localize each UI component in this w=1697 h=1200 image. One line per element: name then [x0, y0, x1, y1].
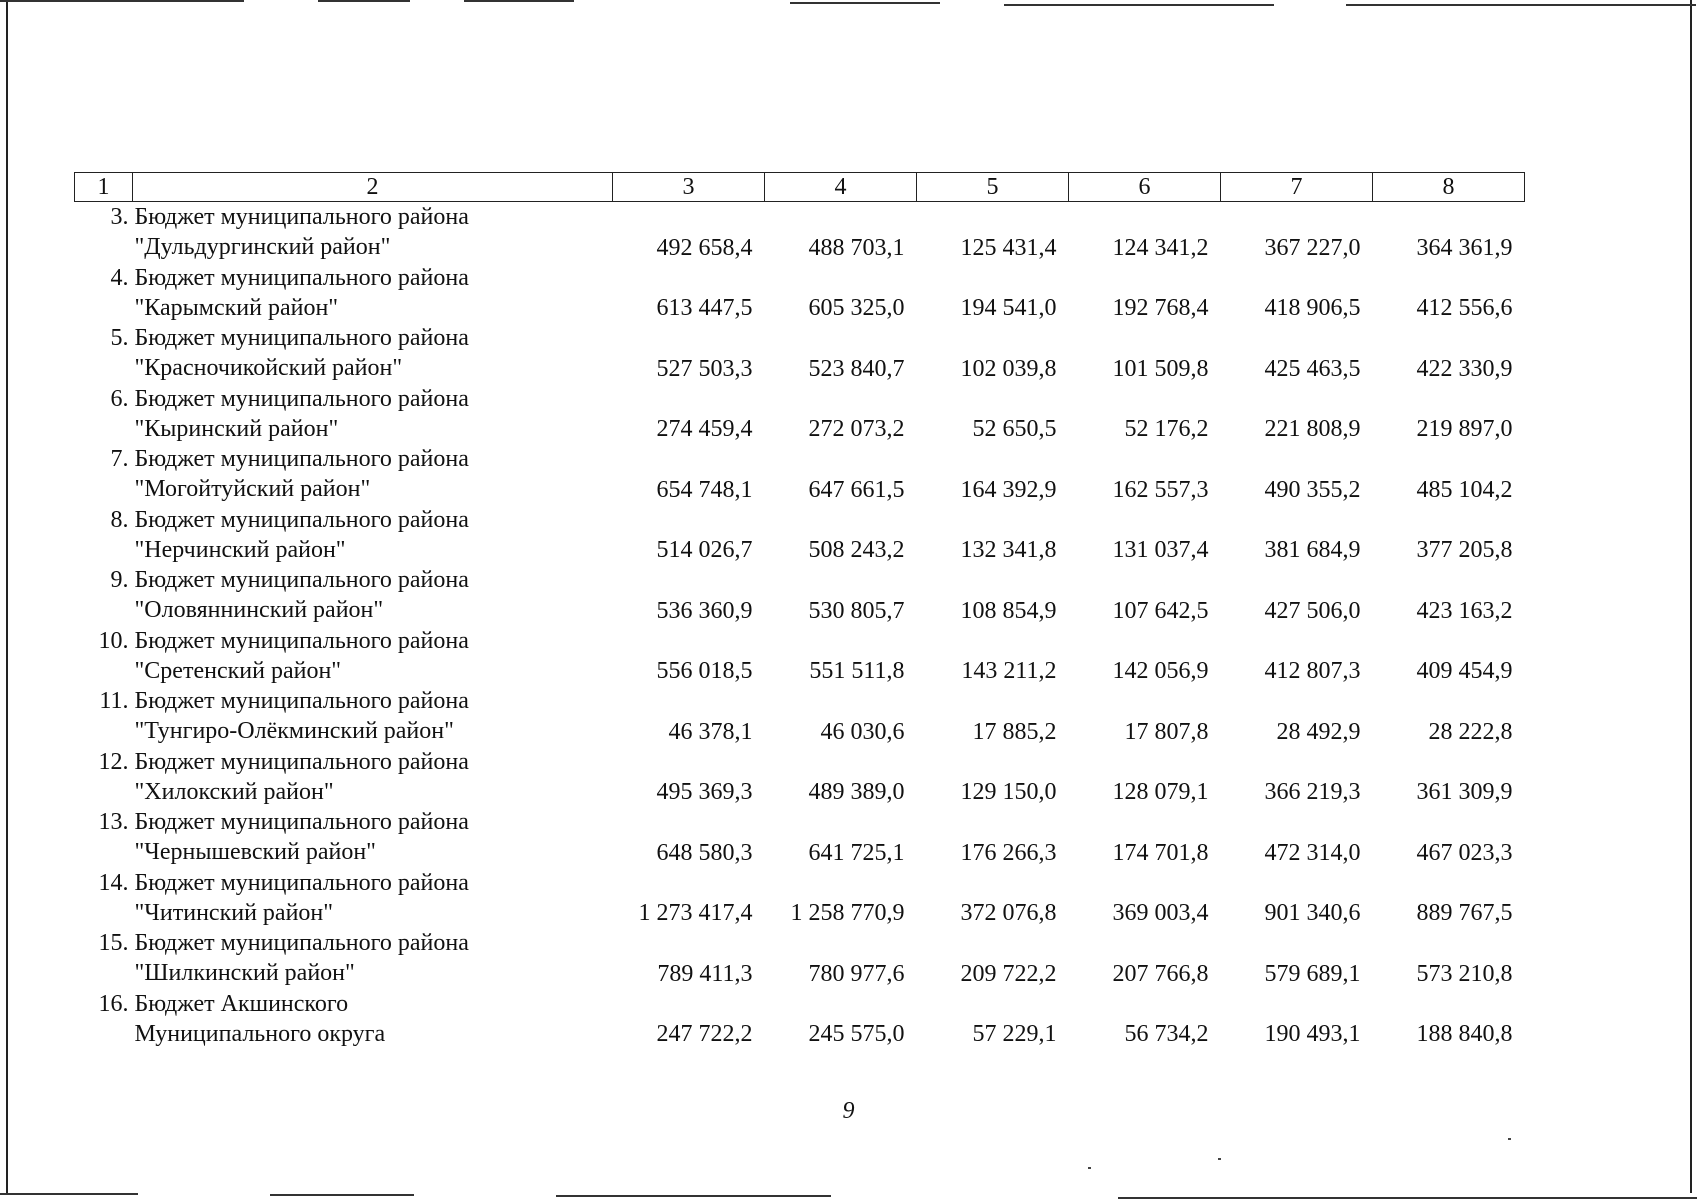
budget-name-line-1: Бюджет муниципального района — [134, 567, 469, 593]
scan-speck — [1508, 1138, 1511, 1140]
budget-name-line-1: Бюджет муниципального района — [134, 446, 469, 472]
value-cell-col-4: 272 073,2 — [808, 416, 905, 442]
budget-name-line-2: Муниципального округа — [134, 1020, 386, 1047]
value-cell-col-3: 648 580,3 — [656, 839, 753, 866]
budget-name-line-2: "Кыринский район" — [134, 415, 339, 442]
budget-name-line-2: "Красночикойский район" — [134, 355, 403, 381]
value-cell-col-6: 52 176,2 — [1124, 416, 1209, 442]
budget-name-line-1: Бюджет муниципального района — [134, 748, 469, 775]
budget-name — [133, 928, 613, 989]
value-cell-col-7: 425 463,5 — [1264, 355, 1361, 382]
budget-name-line-1: Бюджет муниципального района — [134, 688, 469, 714]
budget-name-line-2: "Чернышевский район" — [134, 839, 376, 865]
value-cell-col-7: 221 808,9 — [1264, 416, 1361, 442]
row-number: 16. — [98, 990, 129, 1017]
budget-name — [133, 263, 613, 324]
value-cell-col-6: 142 056,9 — [1112, 658, 1209, 684]
value-cell-col-5: 132 341,8 — [960, 537, 1057, 563]
value-cell-col-5: 143 211,2 — [961, 658, 1057, 684]
row-number: 11. — [99, 688, 129, 714]
scan-edge-line — [790, 2, 940, 4]
budget-name-line-2: "Оловяннинский район" — [134, 597, 384, 623]
value-cell-col-5: 125 431,4 — [960, 234, 1057, 261]
scan-edge-line — [1118, 1197, 1697, 1199]
value-cell-col-6: 128 079,1 — [1112, 779, 1209, 805]
budget-name-line-2: "Нерчинский район" — [134, 536, 346, 563]
value-cell-col-4: 647 661,5 — [808, 476, 905, 503]
table-header — [75, 173, 1525, 202]
table-row — [75, 505, 1525, 566]
value-cell-col-7: 412 807,3 — [1264, 658, 1361, 684]
value-cell-col-4: 523 840,7 — [808, 355, 905, 382]
row-number: 4. — [110, 264, 129, 291]
budget-name-line-1: Бюджет муниципального района — [134, 930, 469, 956]
table-row — [75, 444, 1525, 505]
value-cell-col-8: 377 205,8 — [1416, 537, 1513, 563]
table-body — [75, 202, 1525, 1050]
budget-name — [133, 989, 613, 1050]
table-row — [75, 202, 1525, 263]
budget-name-line-1: Бюджет муниципального района — [134, 385, 469, 412]
scan-edge-line — [0, 0, 244, 2]
value-cell-col-3: 274 459,4 — [656, 416, 753, 442]
value-cell-col-3: 492 658,4 — [656, 234, 753, 261]
value-cell-col-7: 366 219,3 — [1264, 779, 1361, 805]
value-cell-col-5: 129 150,0 — [960, 779, 1057, 805]
row-number: 8. — [110, 506, 129, 533]
budget-name — [133, 565, 613, 626]
value-cell-col-4: 508 243,2 — [808, 537, 905, 563]
table-row — [75, 323, 1525, 384]
value-cell-col-4: 489 389,0 — [808, 779, 905, 805]
value-cell-col-7: 367 227,0 — [1264, 234, 1361, 261]
value-cell-col-6: 174 701,8 — [1112, 839, 1209, 866]
value-cell-col-5: 194 541,0 — [960, 295, 1057, 321]
budget-name-line-1: Бюджет Акшинского — [134, 990, 349, 1017]
header-cell-5: 5 — [917, 173, 1069, 202]
table-row — [75, 989, 1525, 1050]
row-number: 9. — [110, 567, 129, 593]
value-cell-col-8: 889 767,5 — [1416, 900, 1513, 926]
scan-speck — [1218, 1158, 1221, 1160]
value-cell-col-3: 654 748,1 — [656, 476, 753, 503]
header-cell-7: 7 — [1221, 173, 1373, 202]
value-cell-col-3: 527 503,3 — [656, 355, 753, 382]
budget-name-line-1: Бюджет муниципального района — [134, 506, 469, 533]
value-cell-col-7: 579 689,1 — [1264, 960, 1361, 987]
value-cell-col-6: 162 557,3 — [1112, 476, 1209, 503]
value-cell-col-4: 605 325,0 — [808, 295, 905, 321]
value-cell-col-3: 1 273 417,4 — [638, 900, 753, 926]
value-cell-col-5: 102 039,8 — [960, 355, 1057, 382]
table-row — [75, 747, 1525, 808]
value-cell-col-8: 422 330,9 — [1416, 355, 1513, 382]
budget-name — [133, 868, 613, 929]
row-number: 12. — [98, 748, 129, 775]
value-cell-col-5: 209 722,2 — [960, 960, 1057, 987]
header-cell-2: 2 — [133, 173, 613, 202]
value-cell-col-4: 46 030,6 — [820, 718, 905, 745]
value-cell-col-6: 56 734,2 — [1124, 1021, 1209, 1047]
value-cell-col-6: 107 642,5 — [1112, 597, 1209, 624]
budget-name-line-2: "Хилокский район" — [134, 778, 334, 805]
table-row — [75, 807, 1525, 868]
budget-name-line-2: "Сретенский район" — [134, 657, 342, 684]
budget-name-line-1: Бюджет муниципального района — [134, 325, 469, 351]
value-cell-col-4: 641 725,1 — [808, 839, 905, 866]
budget-name-line-1: Бюджет муниципального района — [134, 264, 469, 291]
header-cell-8: 8 — [1373, 173, 1525, 202]
value-cell-col-5: 57 229,1 — [972, 1021, 1057, 1047]
value-cell-col-7: 490 355,2 — [1264, 476, 1361, 503]
budget-name — [133, 626, 613, 687]
scan-speck — [1088, 1167, 1091, 1169]
row-number: 10. — [98, 627, 129, 654]
value-cell-col-6: 124 341,2 — [1112, 234, 1209, 261]
row-number: 3. — [110, 204, 129, 230]
budget-name — [133, 505, 613, 566]
table-row — [75, 565, 1525, 626]
budget-name-line-2: "Тунгиро-Олёкминский район" — [134, 718, 454, 744]
value-cell-col-8: 412 556,6 — [1416, 295, 1513, 321]
value-cell-col-6: 131 037,4 — [1112, 537, 1209, 563]
value-cell-col-4: 245 575,0 — [808, 1021, 905, 1047]
value-cell-col-6: 192 768,4 — [1112, 295, 1209, 321]
value-cell-col-8: 409 454,9 — [1416, 658, 1513, 684]
value-cell-col-3: 556 018,5 — [656, 658, 753, 684]
value-cell-col-3: 46 378,1 — [668, 718, 753, 745]
value-cell-col-3: 495 369,3 — [656, 779, 753, 805]
budget-name — [133, 384, 613, 445]
page-number: 9 — [842, 1098, 855, 1124]
value-cell-col-7: 381 684,9 — [1264, 537, 1361, 563]
value-cell-col-3: 247 722,2 — [656, 1021, 753, 1047]
value-cell-col-8: 423 163,2 — [1416, 597, 1513, 624]
value-cell-col-8: 467 023,3 — [1416, 839, 1513, 866]
table-row — [75, 384, 1525, 445]
scan-edge-line — [464, 0, 574, 2]
value-cell-col-7: 28 492,9 — [1276, 718, 1361, 745]
budget-name — [133, 444, 613, 505]
budget-name — [133, 202, 613, 263]
row-number: 6. — [110, 385, 129, 412]
table-row — [75, 928, 1525, 989]
budget-name-line-2: "Дульдургинский район" — [134, 234, 391, 260]
value-cell-col-7: 427 506,0 — [1264, 597, 1361, 624]
value-cell-col-8: 28 222,8 — [1428, 718, 1513, 745]
scan-edge-line — [556, 1195, 831, 1197]
value-cell-col-6: 207 766,8 — [1112, 960, 1209, 987]
header-cell-3: 3 — [613, 173, 765, 202]
budget-name-line-1: Бюджет муниципального района — [134, 809, 469, 835]
scan-edge-line — [1346, 4, 1696, 6]
value-cell-col-7: 190 493,1 — [1264, 1021, 1361, 1047]
budget-name — [133, 747, 613, 808]
budget-name-line-1: Бюджет муниципального района — [134, 204, 469, 230]
value-cell-col-8: 364 361,9 — [1416, 234, 1513, 261]
value-cell-col-4: 551 511,8 — [809, 658, 905, 684]
budget-name — [133, 807, 613, 868]
header-cell-1: 1 — [75, 173, 133, 202]
value-cell-col-4: 780 977,6 — [808, 960, 905, 987]
scan-edge-line — [0, 1193, 138, 1195]
budget-table — [74, 172, 1525, 1049]
value-cell-col-5: 52 650,5 — [972, 416, 1057, 442]
value-cell-col-7: 472 314,0 — [1264, 839, 1361, 866]
budget-name — [133, 323, 613, 384]
budget-name-line-1: Бюджет муниципального района — [134, 627, 469, 654]
row-number: 13. — [98, 809, 129, 835]
value-cell-col-6: 101 509,8 — [1112, 355, 1209, 382]
value-cell-col-5: 372 076,8 — [960, 900, 1057, 926]
value-cell-col-3: 536 360,9 — [656, 597, 753, 624]
value-cell-col-4: 1 258 770,9 — [790, 900, 905, 926]
row-number: 7. — [110, 446, 129, 472]
budget-name-line-1: Бюджет муниципального района — [134, 869, 469, 896]
row-number: 15. — [98, 930, 129, 956]
budget-name-line-2: "Читинский район" — [134, 899, 334, 926]
budget-name-line-2: "Карымский район" — [134, 294, 339, 321]
value-cell-col-3: 514 026,7 — [656, 537, 753, 563]
row-number: 14. — [98, 869, 129, 896]
value-cell-col-7: 901 340,6 — [1264, 900, 1361, 926]
table-row — [75, 686, 1525, 747]
value-cell-col-5: 17 885,2 — [972, 718, 1057, 745]
table-row — [75, 868, 1525, 929]
value-cell-col-6: 17 807,8 — [1124, 718, 1209, 745]
header-row — [75, 173, 1525, 202]
table-row — [75, 626, 1525, 687]
value-cell-col-3: 613 447,5 — [656, 295, 753, 321]
value-cell-col-5: 164 392,9 — [960, 476, 1057, 503]
value-cell-col-3: 789 411,3 — [657, 960, 753, 987]
header-cell-4: 4 — [765, 173, 917, 202]
scan-edge-line — [270, 1194, 414, 1196]
value-cell-col-4: 488 703,1 — [808, 234, 905, 261]
value-cell-col-8: 219 897,0 — [1416, 416, 1513, 442]
value-cell-col-8: 361 309,9 — [1416, 779, 1513, 805]
scan-edge-line — [1004, 4, 1274, 6]
header-cell-6: 6 — [1069, 173, 1221, 202]
row-number: 5. — [110, 325, 129, 351]
budget-name — [133, 686, 613, 747]
value-cell-col-8: 485 104,2 — [1416, 476, 1513, 503]
value-cell-col-5: 108 854,9 — [960, 597, 1057, 624]
budget-name-line-2: "Шилкинский район" — [134, 960, 355, 986]
budget-name-line-2: "Могойтуйский район" — [134, 476, 371, 502]
table-row — [75, 263, 1525, 324]
value-cell-col-6: 369 003,4 — [1112, 900, 1209, 926]
value-cell-col-4: 530 805,7 — [808, 597, 905, 624]
value-cell-col-7: 418 906,5 — [1264, 295, 1361, 321]
value-cell-col-8: 573 210,8 — [1416, 960, 1513, 987]
value-cell-col-8: 188 840,8 — [1416, 1021, 1513, 1047]
scan-edge-line — [318, 0, 410, 2]
value-cell-col-5: 176 266,3 — [960, 839, 1057, 866]
